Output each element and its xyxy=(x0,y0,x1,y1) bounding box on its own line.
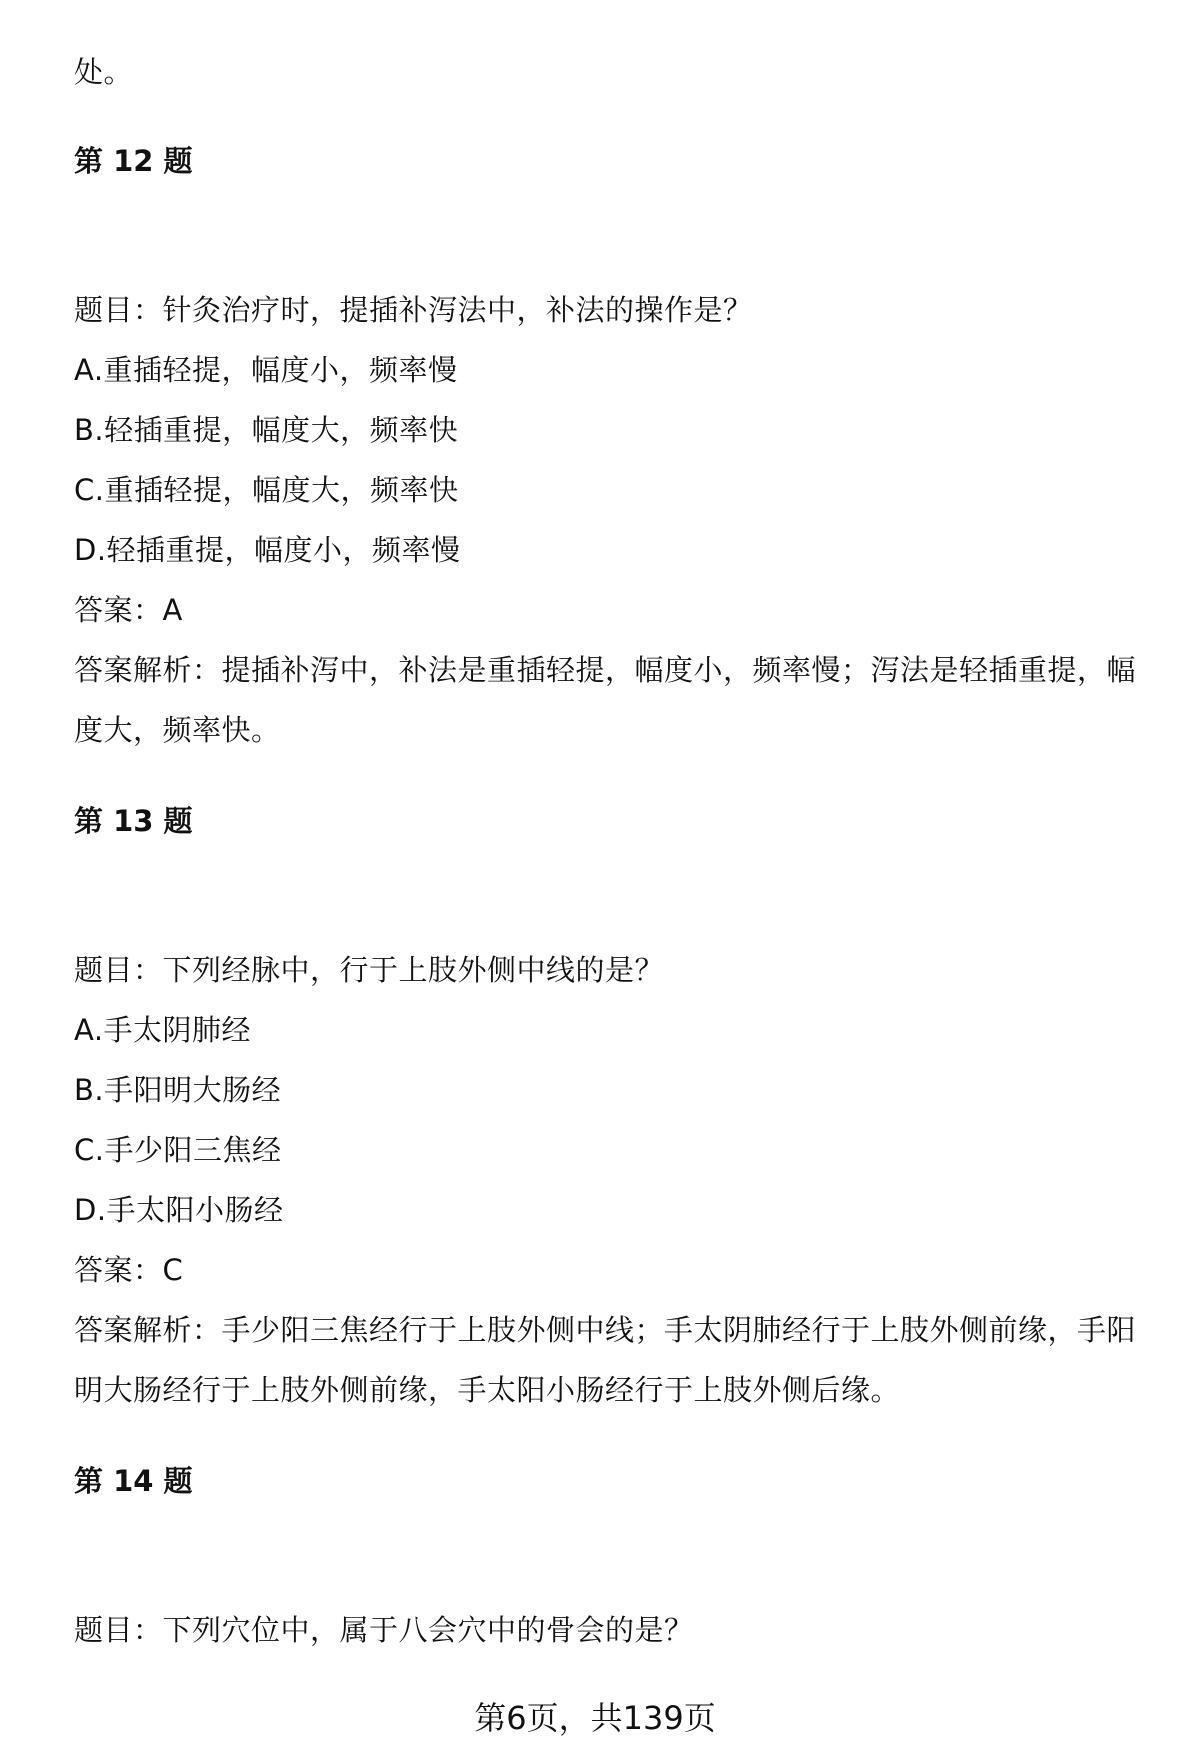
continuation-text: 处。 xyxy=(74,55,134,89)
question-13-answer: 答案：C xyxy=(74,1253,184,1287)
question-12-heading: 第 12 题 xyxy=(74,144,193,178)
question-12-analysis-line-1: 答案解析：提插补泻中，补法是重插轻提，幅度小，频率慢；泻法是轻插重提，幅 xyxy=(74,653,1137,687)
question-12-option-c: C.重插轻提，幅度大，频率快 xyxy=(74,473,459,507)
question-13-stem: 题目：下列经脉中，行于上肢外侧中线的是？ xyxy=(74,953,665,987)
question-12-option-a: A.重插轻提，幅度小，频率慢 xyxy=(74,353,458,387)
question-14-heading: 第 14 题 xyxy=(74,1464,193,1498)
question-13-option-c: C.手少阳三焦经 xyxy=(74,1133,282,1167)
question-13-option-b: B.手阳明大肠经 xyxy=(74,1073,282,1107)
question-12-option-d: D.轻插重提，幅度小，频率慢 xyxy=(74,533,461,567)
question-12-analysis-line-2: 度大，频率快。 xyxy=(74,713,281,747)
question-13-analysis-line-2: 明大肠经行于上肢外侧前缘，手太阳小肠经行于上肢外侧后缘。 xyxy=(74,1373,901,1407)
question-13-option-a: A.手太阴肺经 xyxy=(74,1013,252,1047)
question-12-stem: 题目：针灸治疗时，提插补泻法中，补法的操作是？ xyxy=(74,293,753,327)
question-13-analysis-line-1: 答案解析：手少阳三焦经行于上肢外侧中线；手太阴肺经行于上肢外侧前缘，手阳 xyxy=(74,1313,1137,1347)
question-12-option-b: B.轻插重提，幅度大，频率快 xyxy=(74,413,459,447)
page-number-footer: 第6页，共139页 xyxy=(474,1699,716,1737)
question-13-heading: 第 13 题 xyxy=(74,804,193,838)
question-12-answer: 答案：A xyxy=(74,593,183,627)
question-13-option-d: D.手太阳小肠经 xyxy=(74,1193,284,1227)
question-14-stem: 题目：下列穴位中，属于八会穴中的骨会的是？ xyxy=(74,1613,694,1647)
